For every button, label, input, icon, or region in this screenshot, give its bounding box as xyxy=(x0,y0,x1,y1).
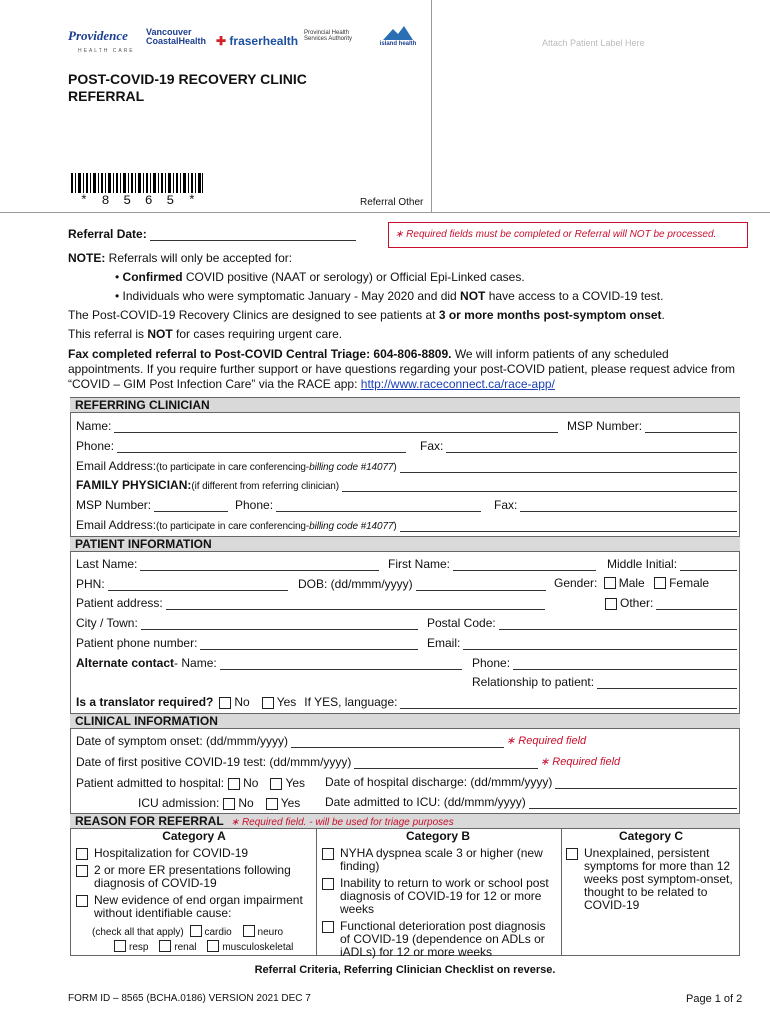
fraser-logo-text: fraserhealth xyxy=(229,34,299,48)
ref-phone-field[interactable] xyxy=(76,439,406,453)
icu-no-checkbox[interactable] xyxy=(223,798,235,810)
fam-email-label: Email Address: xyxy=(76,518,157,532)
first-positive-field[interactable] xyxy=(76,755,538,769)
race-app-link[interactable]: http://www.raceconnect.ca/race-app/ xyxy=(360,377,555,391)
category-b xyxy=(322,829,554,959)
header-divider xyxy=(0,212,431,213)
bullet1-text: COVID positive (NAAT or serology) or Official Epi-Linked cases. xyxy=(182,270,525,284)
alt-contact-name-label: - Name: xyxy=(174,656,217,670)
line4-a: This referral is xyxy=(68,327,148,341)
mountain-icon xyxy=(383,26,413,40)
note-bullet-1: • Confirmed COVID positive (NAAT or serology) or Official Epi-Linked cases. xyxy=(115,270,525,284)
gender-other-checkbox[interactable] xyxy=(605,598,617,610)
category-c-title: Category C xyxy=(618,829,683,843)
discharge-input[interactable] xyxy=(555,778,737,789)
discharge-label: Date of hospital discharge: (dd/mmm/yyyy) xyxy=(325,775,553,789)
fam-email-input[interactable] xyxy=(400,521,737,532)
pt-first-label: First Name: xyxy=(388,557,451,571)
fam-phone-input[interactable] xyxy=(276,501,481,512)
first-positive-input[interactable] xyxy=(354,758,538,769)
alt-contact-input[interactable] xyxy=(220,659,462,670)
fam-msp-input[interactable] xyxy=(154,501,228,512)
vch-logo-text: Vancouver CoastalHealth xyxy=(146,27,207,46)
line4-bold: NOT xyxy=(147,327,173,341)
first-positive-required: ∗ Required field xyxy=(540,756,621,768)
cat-a-1-label: Hospitalization for COVID-19 xyxy=(94,846,249,860)
referring-clinician-header: REFERRING CLINICIAN xyxy=(70,397,740,413)
criteria-note: Referral Criteria, Referring Clinician Checklist on reverse. xyxy=(254,964,556,976)
pt-gender-group xyxy=(554,576,744,592)
fam-email-note-c: ) xyxy=(393,521,397,532)
page-number: Page 1 of 2 xyxy=(686,993,743,1005)
clinical-information-header: CLINICAL INFORMATION xyxy=(70,713,740,729)
icu-label: ICU admission: xyxy=(138,796,220,810)
ref-email-note-a: (to participate in care conferencing- xyxy=(156,462,310,473)
referral-date-input[interactable] xyxy=(150,230,356,241)
reason-header-text: REASON FOR REFERRAL xyxy=(75,814,224,828)
cat-a-3-label: New evidence of end organ impairment without identifiable cause: xyxy=(94,893,303,920)
translator-no-label: No xyxy=(234,695,250,709)
barcode-number: * 8 5 6 5 * xyxy=(80,193,199,208)
fam-phone-label: Phone: xyxy=(235,498,274,512)
neuro-label: neuro xyxy=(257,927,284,938)
pt-phn-field[interactable] xyxy=(76,577,288,591)
bullet1-bold: Confirmed xyxy=(122,270,183,284)
pt-middle-input[interactable] xyxy=(680,560,737,571)
fam-fax-label: Fax: xyxy=(494,498,518,512)
admitted-group xyxy=(76,775,326,790)
pt-city-field[interactable] xyxy=(76,616,418,630)
icu-yes-label: Yes xyxy=(280,796,301,810)
ref-phone-input[interactable] xyxy=(117,442,406,453)
phsa-logo xyxy=(304,30,370,42)
gender-female-checkbox[interactable] xyxy=(654,577,666,589)
family-physician-note: (if different from referring clinician) xyxy=(191,481,339,492)
pt-middle-field[interactable] xyxy=(607,557,737,571)
ref-phone-label: Phone: xyxy=(76,439,115,453)
fax-text: We will inform patients of any scheduled appointments. If you require further support or have questions regarding your post-COVID patient, please request advice from “COVID – GIM Post Infection Care” via the RACE app: xyxy=(68,347,736,391)
translator-label: Is a translator required? xyxy=(76,695,214,709)
patient-label-text: Attach Patient Label Here xyxy=(542,38,645,48)
ref-email-field[interactable] xyxy=(76,459,737,473)
cat-a-2-label: 2 or more ER presentations following diagnosis of COVID-19 xyxy=(94,863,291,890)
relationship-field[interactable] xyxy=(472,675,737,689)
neuro-checkbox[interactable] xyxy=(243,925,255,937)
fam-email-note-b: billing code #14077 xyxy=(309,521,394,532)
pt-email-field[interactable] xyxy=(427,636,737,650)
gender-male-checkbox[interactable] xyxy=(604,577,616,589)
cat-c-item-1[interactable] xyxy=(566,847,736,912)
cat-a-item-1[interactable] xyxy=(76,847,312,860)
pt-phone-field[interactable] xyxy=(76,636,418,650)
providence-logo-sub: HEALTH CARE xyxy=(78,48,135,54)
cardio-checkbox[interactable] xyxy=(190,925,202,937)
line4-b: for cases requiring urgent care. xyxy=(172,327,343,341)
resp-label: resp xyxy=(129,942,149,953)
relationship-label: Relationship to patient: xyxy=(472,675,595,689)
ref-name-label: Name: xyxy=(76,419,112,433)
category-a-title: Category A xyxy=(162,829,226,843)
ref-fax-label: Fax: xyxy=(420,439,444,453)
alt-phone-input[interactable] xyxy=(513,659,737,670)
pt-postal-input[interactable] xyxy=(499,619,737,630)
line3-bold: 3 or more months post-symptom onset xyxy=(438,308,662,322)
referral-date-field[interactable] xyxy=(68,227,356,241)
pt-first-input[interactable] xyxy=(453,560,596,571)
fam-msp-label: MSP Number: xyxy=(76,498,152,512)
cat-b-item-3[interactable] xyxy=(322,920,554,959)
pt-phone-input[interactable] xyxy=(200,639,418,650)
bullet2-bold: NOT xyxy=(460,289,486,303)
onset-label: Date of symptom onset: (dd/mmm/yyyy) xyxy=(76,734,289,748)
gender-male-label: Male xyxy=(618,576,645,590)
note-fax xyxy=(68,347,744,392)
resp-checkbox[interactable] xyxy=(114,940,126,952)
icu-date-field[interactable] xyxy=(325,795,737,809)
barcode-graphic xyxy=(71,173,203,193)
admitted-yes-label: Yes xyxy=(285,776,306,790)
translator-no-checkbox[interactable] xyxy=(219,697,231,709)
pt-dob-input[interactable] xyxy=(416,580,546,591)
cat-c-1-checkbox[interactable] xyxy=(566,848,578,860)
form-id: FORM ID – 8565 (BCHA.0186) VERSION 2021 DEC 7 xyxy=(68,993,311,1004)
reason-divider-2 xyxy=(561,828,562,956)
logo-strip xyxy=(68,26,428,58)
fax-bold: Fax completed referral to Post-COVID Central Triage: 604-806-8809. xyxy=(68,347,452,361)
form-title: POST-COVID-19 RECOVERY CLINIC REFERRAL xyxy=(68,71,307,104)
category-c xyxy=(566,829,736,912)
cat-a-item-2[interactable] xyxy=(76,864,312,890)
note-lead-text: Referrals will only be accepted for: xyxy=(105,251,293,265)
ref-msp-input[interactable] xyxy=(645,422,737,433)
icu-date-label: Date admitted to ICU: (dd/mmm/yyyy) xyxy=(325,795,526,809)
pt-middle-label: Middle Initial: xyxy=(607,557,678,571)
organ-row-2 xyxy=(76,940,312,953)
admitted-label: Patient admitted to hospital: xyxy=(76,776,225,790)
island-health-logo xyxy=(376,26,420,47)
onset-required: ∗ Required field xyxy=(506,735,587,747)
ref-msp-label: MSP Number: xyxy=(567,419,643,433)
family-physician-field[interactable] xyxy=(76,478,737,492)
organ-row-1 xyxy=(76,925,312,938)
referral-other: Referral Other xyxy=(360,197,424,208)
note-label: NOTE: xyxy=(68,251,106,265)
renal-label: renal xyxy=(174,942,197,953)
bullet2-a: Individuals who were symptomatic January - May 2020 and did xyxy=(122,289,461,303)
pt-city-label: City / Town: xyxy=(76,616,138,630)
ref-name-field[interactable] xyxy=(76,419,558,433)
discharge-field[interactable] xyxy=(325,775,737,789)
translator-field[interactable] xyxy=(76,694,737,709)
phsa-logo-text: Provincial Health Services Authority xyxy=(304,30,353,42)
gender-female-label: Female xyxy=(669,576,710,590)
family-physician-label: FAMILY PHYSICIAN: xyxy=(76,478,192,492)
pt-city-input[interactable] xyxy=(141,619,418,630)
pt-dob-field[interactable] xyxy=(298,577,546,591)
alt-phone-label: Phone: xyxy=(472,656,511,670)
fraser-logo: ✚ fraserhealth xyxy=(216,34,299,48)
pt-dob-label: DOB: (dd/mmm/yyyy) xyxy=(298,577,413,591)
patient-information-header: PATIENT INFORMATION xyxy=(70,536,740,552)
translator-yes-checkbox[interactable] xyxy=(262,697,274,709)
musculoskeletal-checkbox[interactable] xyxy=(207,940,219,952)
note-block xyxy=(68,249,744,392)
note-line-4 xyxy=(68,325,744,344)
referral-date-label: Referral Date: xyxy=(68,227,147,241)
admitted-no-checkbox[interactable] xyxy=(228,778,240,790)
admitted-yes-checkbox[interactable] xyxy=(270,778,282,790)
category-b-title: Category B xyxy=(405,829,470,843)
fam-fax-field[interactable] xyxy=(494,498,737,512)
fam-phone-field[interactable] xyxy=(235,498,481,512)
line3-b: . xyxy=(661,308,665,322)
pt-last-input[interactable] xyxy=(140,560,379,571)
cat-b-item-1[interactable] xyxy=(322,847,554,873)
reason-divider-1 xyxy=(316,828,317,956)
relationship-input[interactable] xyxy=(597,678,737,689)
note-lead xyxy=(68,249,744,268)
cat-a-2-checkbox[interactable] xyxy=(76,865,88,877)
barcode xyxy=(71,173,203,193)
fam-fax-input[interactable] xyxy=(520,501,737,512)
family-physician-input[interactable] xyxy=(342,481,737,492)
fam-email-field[interactable] xyxy=(76,518,737,532)
pt-phone-label: Patient phone number: xyxy=(76,636,198,650)
pt-email-input[interactable] xyxy=(463,639,737,650)
pt-first-field[interactable] xyxy=(388,557,596,571)
fam-email-note-a: (to participate in care conferencing- xyxy=(156,521,310,532)
alt-contact-label: Alternate contact xyxy=(76,656,175,670)
cardio-label: cardio xyxy=(204,927,232,938)
vch-logo xyxy=(146,28,210,46)
check-all-label: (check all that apply) xyxy=(92,927,184,938)
providence-logo-text: Providence xyxy=(68,28,128,43)
ref-fax-input[interactable] xyxy=(446,442,737,453)
renal-checkbox[interactable] xyxy=(159,940,171,952)
alt-contact-field[interactable] xyxy=(76,656,462,670)
cat-a-3-checkbox[interactable] xyxy=(76,895,88,907)
ref-email-label: Email Address: xyxy=(76,459,157,473)
bullet2-b: have access to a COVID-19 test. xyxy=(485,289,664,303)
language-label: If YES, language: xyxy=(304,695,398,709)
required-notice xyxy=(388,222,748,248)
pt-gender-other-field[interactable] xyxy=(605,596,737,610)
pt-gender-label: Gender: xyxy=(554,576,598,590)
cat-c-1-label: Unexplained, persistent symptoms for more than 12 weeks post symptom-onset, thought to be related to COVID-19 xyxy=(584,846,733,912)
cat-a-item-3[interactable] xyxy=(76,894,312,920)
cat-b-3-checkbox[interactable] xyxy=(322,921,334,933)
cat-b-item-2[interactable] xyxy=(322,877,554,916)
ref-email-note-b: billing code #14077 xyxy=(309,462,394,473)
icu-no-label: No xyxy=(238,796,254,810)
alt-phone-field[interactable] xyxy=(472,656,737,670)
pt-last-field[interactable] xyxy=(76,557,379,571)
icu-date-input[interactable] xyxy=(529,798,737,809)
cat-b-1-label: NYHA dyspnea scale 3 or higher (new finding) xyxy=(340,846,543,873)
reason-header-note: ∗ Required field. - will be used for triage purposes xyxy=(230,817,454,828)
ref-email-input[interactable] xyxy=(400,462,737,473)
pt-address-field[interactable] xyxy=(76,596,545,610)
reason-header xyxy=(70,813,740,829)
ref-fax-field[interactable] xyxy=(420,439,737,453)
first-positive-label: Date of first positive COVID-19 test: (dd/mmm/yyyy) xyxy=(76,755,352,769)
ref-name-input[interactable] xyxy=(114,422,558,433)
onset-input[interactable] xyxy=(291,737,504,748)
language-input[interactable] xyxy=(400,698,737,709)
cat-b-3-label: Functional deterioration post diagnosis of COVID-19 (dependence on ADLs or iADLs) for 12 or more weeks xyxy=(340,919,546,959)
pt-phn-label: PHN: xyxy=(76,577,105,591)
translator-yes-label: Yes xyxy=(276,695,297,709)
cat-b-2-checkbox[interactable] xyxy=(322,878,334,890)
line3-a: The Post-COVID-19 Recovery Clinics are designed to see patients at xyxy=(68,308,439,322)
pt-postal-label: Postal Code: xyxy=(427,616,496,630)
note-line-3 xyxy=(68,306,744,325)
providence-logo xyxy=(68,28,138,58)
cat-b-1-checkbox[interactable] xyxy=(322,848,334,860)
pt-address-label: Patient address: xyxy=(76,596,163,610)
pt-postal-field[interactable] xyxy=(427,616,737,630)
onset-field[interactable] xyxy=(76,734,504,748)
ref-msp-field[interactable] xyxy=(567,419,737,433)
pt-phn-input[interactable] xyxy=(108,580,288,591)
pt-address-input[interactable] xyxy=(166,599,545,610)
cat-b-2-label: Inability to return to work or school post diagnosis of COVID-19 for 12 or more weeks xyxy=(340,876,549,916)
category-a xyxy=(76,829,312,953)
admitted-no-label: No xyxy=(243,776,259,790)
note-bullet-2: • Individuals who were symptomatic January - May 2020 and did NOT have access to a COVID-19 test. xyxy=(115,289,664,303)
island-health-logo-text: island health xyxy=(379,41,417,47)
pt-email-label: Email: xyxy=(427,636,461,650)
musculoskeletal-label: musculoskeletal xyxy=(222,942,294,953)
gender-other-label: Other: xyxy=(620,596,654,610)
icu-yes-checkbox[interactable] xyxy=(266,798,278,810)
patient-label-box xyxy=(431,0,770,213)
pt-last-label: Last Name: xyxy=(76,557,138,571)
icu-group xyxy=(138,795,328,810)
fam-msp-field[interactable] xyxy=(76,498,228,512)
required-notice-text: ∗ Required fields must be completed or Referral will NOT be processed. xyxy=(395,229,717,240)
cat-a-1-checkbox[interactable] xyxy=(76,848,88,860)
gender-other-input[interactable] xyxy=(656,599,737,610)
ref-email-note-c: ) xyxy=(393,462,397,473)
